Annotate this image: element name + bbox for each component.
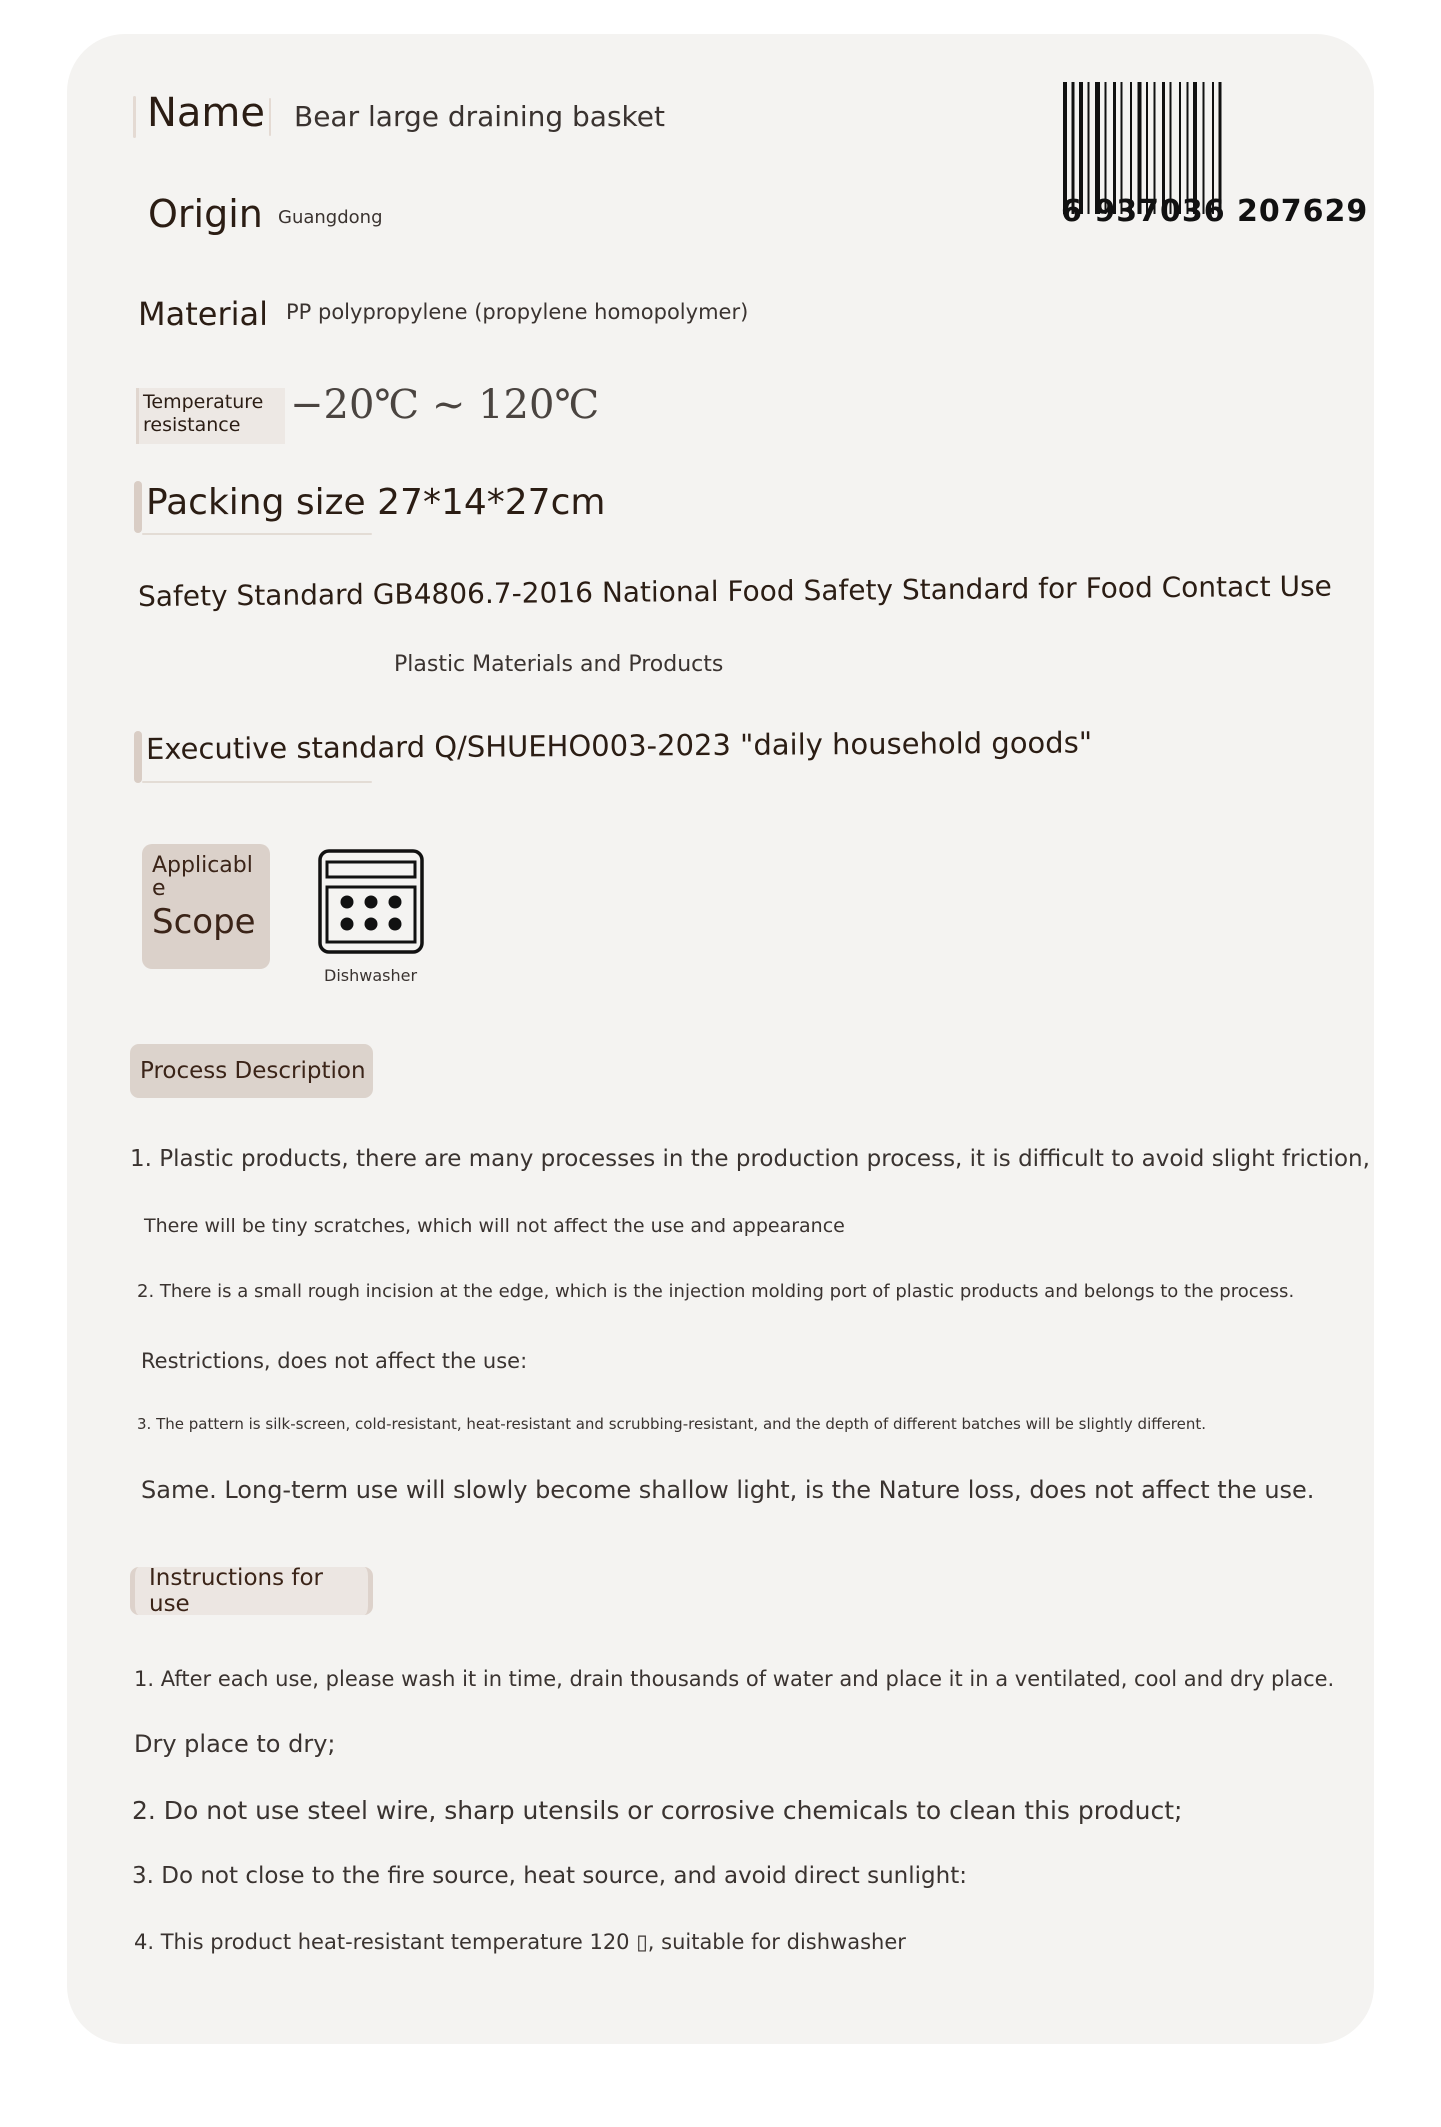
instructions-section-title: Instructions for use: [130, 1567, 373, 1615]
name-label: Name: [147, 90, 266, 136]
instructions-line-2: Dry place to dry;: [134, 1730, 336, 1758]
instructions-line-4: 3. Do not close to the fire source, heat source, and avoid direct sunlight:: [132, 1863, 967, 1889]
scope-label-line1: Applicabl: [152, 853, 253, 878]
temperature-value: −20℃ ~ 120℃: [290, 382, 600, 428]
dishwasher-caption: Dishwasher: [324, 966, 418, 985]
scope-label-line3: Scope: [152, 902, 256, 942]
origin-label: Origin: [148, 192, 263, 236]
process-line-3: 2. There is a small rough incision at the edge, which is the injection molding port of plastic products and belongs to the process.: [137, 1281, 1295, 1302]
name-divider: [269, 98, 271, 136]
executive-accent-bar: [134, 731, 142, 783]
instructions-line-5: 4. This product heat-resistant temperature 120 ▯, suitable for dishwasher: [134, 1930, 906, 1954]
material-value: PP polypropylene (propylene homopolymer): [286, 300, 749, 324]
material-label: Material: [138, 295, 268, 333]
barcode-number: 6 937036 207629: [1061, 194, 1369, 229]
instructions-line-3: 2. Do not use steel wire, sharp utensils or corrosive chemicals to clean this product;: [132, 1796, 1183, 1825]
process-line-5: 3. The pattern is silk-screen, cold-resistant, heat-resistant and scrubbing-resistant, and the depth of different batches will be slightly different.: [137, 1415, 1207, 1433]
packing-size: Packing size 27*14*27cm: [146, 482, 606, 523]
name-value: Bear large draining basket: [294, 100, 665, 133]
scope-label: [152, 854, 256, 944]
process-section-title: Process Description: [130, 1044, 373, 1098]
safety-standard-line1: Safety Standard GB4806.7-2016 National Food Safety Standard for Food Contact Use: [137, 569, 1332, 613]
temperature-label: [143, 391, 263, 437]
scope-label-line2: e: [152, 876, 166, 901]
safety-standard-line2: Plastic Materials and Products: [394, 652, 724, 677]
process-line-1: 1. Plastic products, there are many processes in the production process, it is difficult to avoid slight friction,: [130, 1146, 1370, 1172]
origin-value: Guangdong: [278, 207, 383, 228]
executive-underline: [142, 781, 372, 783]
packing-accent-bar: [134, 481, 142, 533]
process-line-6: Same. Long-term use will slowly become shallow light, is the Nature loss, does not affect the use.: [141, 1476, 1315, 1504]
name-accent-bar: [133, 96, 136, 138]
process-line-4: Restrictions, does not affect the use:: [141, 1349, 528, 1373]
process-line-2: There will be tiny scratches, which will not affect the use and appearance: [144, 1215, 845, 1237]
barcode: [1061, 82, 1369, 229]
temperature-label-line1: Temperature: [143, 391, 264, 413]
executive-standard: Executive standard Q/SHUEHO003-2023 "daily household goods": [145, 725, 1093, 766]
dishwasher-icon: [318, 849, 424, 954]
instructions-line-1: 1. After each use, please wash it in time, drain thousands of water and place it in a ventilated, cool and dry place.: [134, 1667, 1335, 1691]
temperature-label-line2: resistance: [143, 414, 241, 436]
packing-underline: [142, 533, 372, 535]
